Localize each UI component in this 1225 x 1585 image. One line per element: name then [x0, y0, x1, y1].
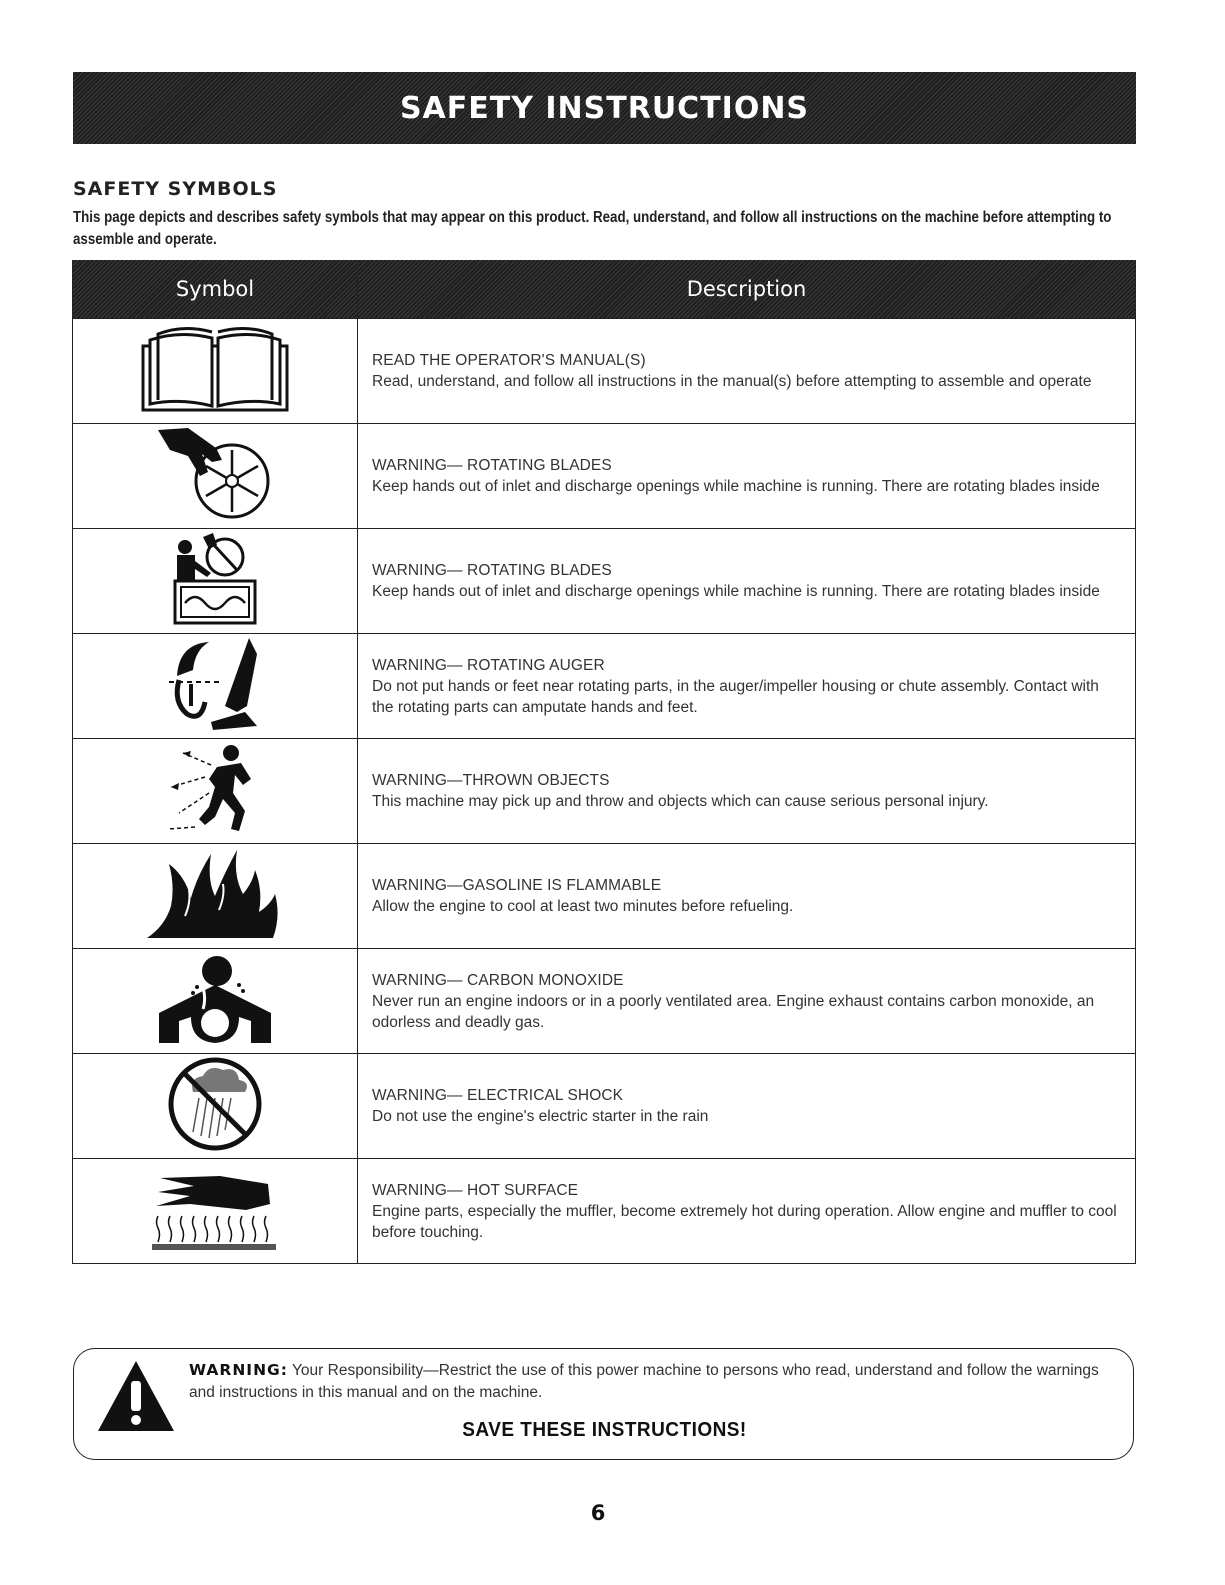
symbol-cell: [73, 1159, 358, 1264]
description-cell: [358, 1054, 1136, 1159]
row-title: WARNING— ELECTRICAL SHOCK: [372, 1087, 624, 1104]
table-header-row: [73, 260, 1136, 319]
symbol-cell: [73, 949, 358, 1054]
symbol-cell: [73, 424, 358, 529]
carbon-monoxide-icon: [155, 951, 275, 1051]
page-banner: [73, 72, 1136, 144]
symbol-cell: [73, 1054, 358, 1159]
save-instructions: SAVE THESE INSTRUCTIONS!: [462, 1419, 747, 1441]
page-title: SAFETY INSTRUCTIONS: [399, 90, 810, 126]
warning-text: [189, 1359, 1099, 1404]
table-row: [73, 1159, 1136, 1264]
row-body: Do not use the engine's electric starter in the rain: [372, 1108, 709, 1125]
row-body: Keep hands out of inlet and discharge openings while machine is running. There are rotating blades inside: [372, 583, 1100, 600]
table-row: [73, 319, 1136, 424]
row-body: Keep hands out of inlet and discharge openings while machine is running. There are rotating blades inside: [372, 478, 1100, 495]
table-row: [73, 739, 1136, 844]
row-body: Do not put hands or feet near rotating parts, in the auger/impeller housing or chute assembly. Contact with the rotating parts can amputate hands and feet.: [372, 677, 1099, 716]
description-cell: [358, 739, 1136, 844]
symbol-cell: [73, 529, 358, 634]
row-title: WARNING— ROTATING AUGER: [372, 656, 605, 674]
rotating-auger-icon: [165, 636, 265, 736]
description-cell: [358, 844, 1136, 949]
row-body: This machine may pick up and throw and objects which can cause serious personal injury.: [372, 793, 989, 810]
section-title: SAFETY SYMBOLS: [73, 178, 278, 200]
description-cell: [358, 319, 1136, 424]
rotating-blades-auger-icon: [173, 533, 257, 630]
safety-symbols-table: [72, 260, 1136, 1264]
row-title: WARNING—GASOLINE IS FLAMMABLE: [372, 877, 662, 894]
hot-surface-icon: [150, 1164, 280, 1259]
rotating-blades-hand-icon: [150, 426, 280, 526]
table-row: [73, 529, 1136, 634]
symbol-cell: [73, 319, 358, 424]
row-title: READ THE OPERATOR'S MANUAL(S): [372, 352, 646, 369]
warning-body: Your Responsibility—Restrict the use of this power machine to persons who read, understand and follow the warnings and instructions in this manual and on the machine.: [189, 1362, 1099, 1401]
row-body: Engine parts, especially the muffler, become extremely hot during operation. Allow engine and muffler to cool before touching.: [372, 1202, 1117, 1241]
row-title: WARNING—THROWN OBJECTS: [372, 772, 610, 789]
row-body: Never run an engine indoors or in a poorly ventilated area. Engine exhaust contains carbon monoxide, an odorless and deadly gas.: [372, 992, 1095, 1031]
symbol-cell: [73, 844, 358, 949]
description-cell: [358, 1159, 1136, 1264]
operator-manual-icon: [140, 324, 290, 419]
row-title: WARNING— ROTATING BLADES: [372, 457, 612, 474]
description-cell: [358, 949, 1136, 1054]
table-row: [73, 424, 1136, 529]
row-title: WARNING— HOT SURFACE: [372, 1181, 579, 1199]
symbol-column-header: Symbol: [73, 260, 358, 319]
row-title: WARNING— ROTATING BLADES: [372, 562, 612, 579]
table-row: [73, 634, 1136, 739]
section-intro: This page depicts and describes safety symbols that may appear on this product. Read, understand, and follow all instructions on the machine before attempting to assemble and operate.: [73, 209, 1112, 248]
row-title: WARNING— CARBON MONOXIDE: [372, 971, 624, 989]
description-column-header: Description: [358, 260, 1136, 319]
thrown-objects-icon: [165, 741, 265, 841]
table-row: [73, 1054, 1136, 1159]
description-cell: [358, 634, 1136, 739]
table-row: [73, 949, 1136, 1054]
table-row: [73, 844, 1136, 949]
warning-label: WARNING:: [189, 1361, 288, 1379]
symbol-cell: [73, 634, 358, 739]
row-body: Allow the engine to cool at least two minutes before refueling.: [372, 898, 794, 915]
flame-icon: [145, 846, 285, 946]
page-number: 6: [590, 1501, 606, 1525]
symbol-cell: [73, 739, 358, 844]
warning-box: [73, 1348, 1134, 1460]
description-cell: [358, 529, 1136, 634]
no-rain-icon: [165, 1056, 265, 1157]
row-body: Read, understand, and follow all instructions in the manual(s) before attempting to assemble and operate: [372, 373, 1092, 390]
description-cell: [358, 424, 1136, 529]
